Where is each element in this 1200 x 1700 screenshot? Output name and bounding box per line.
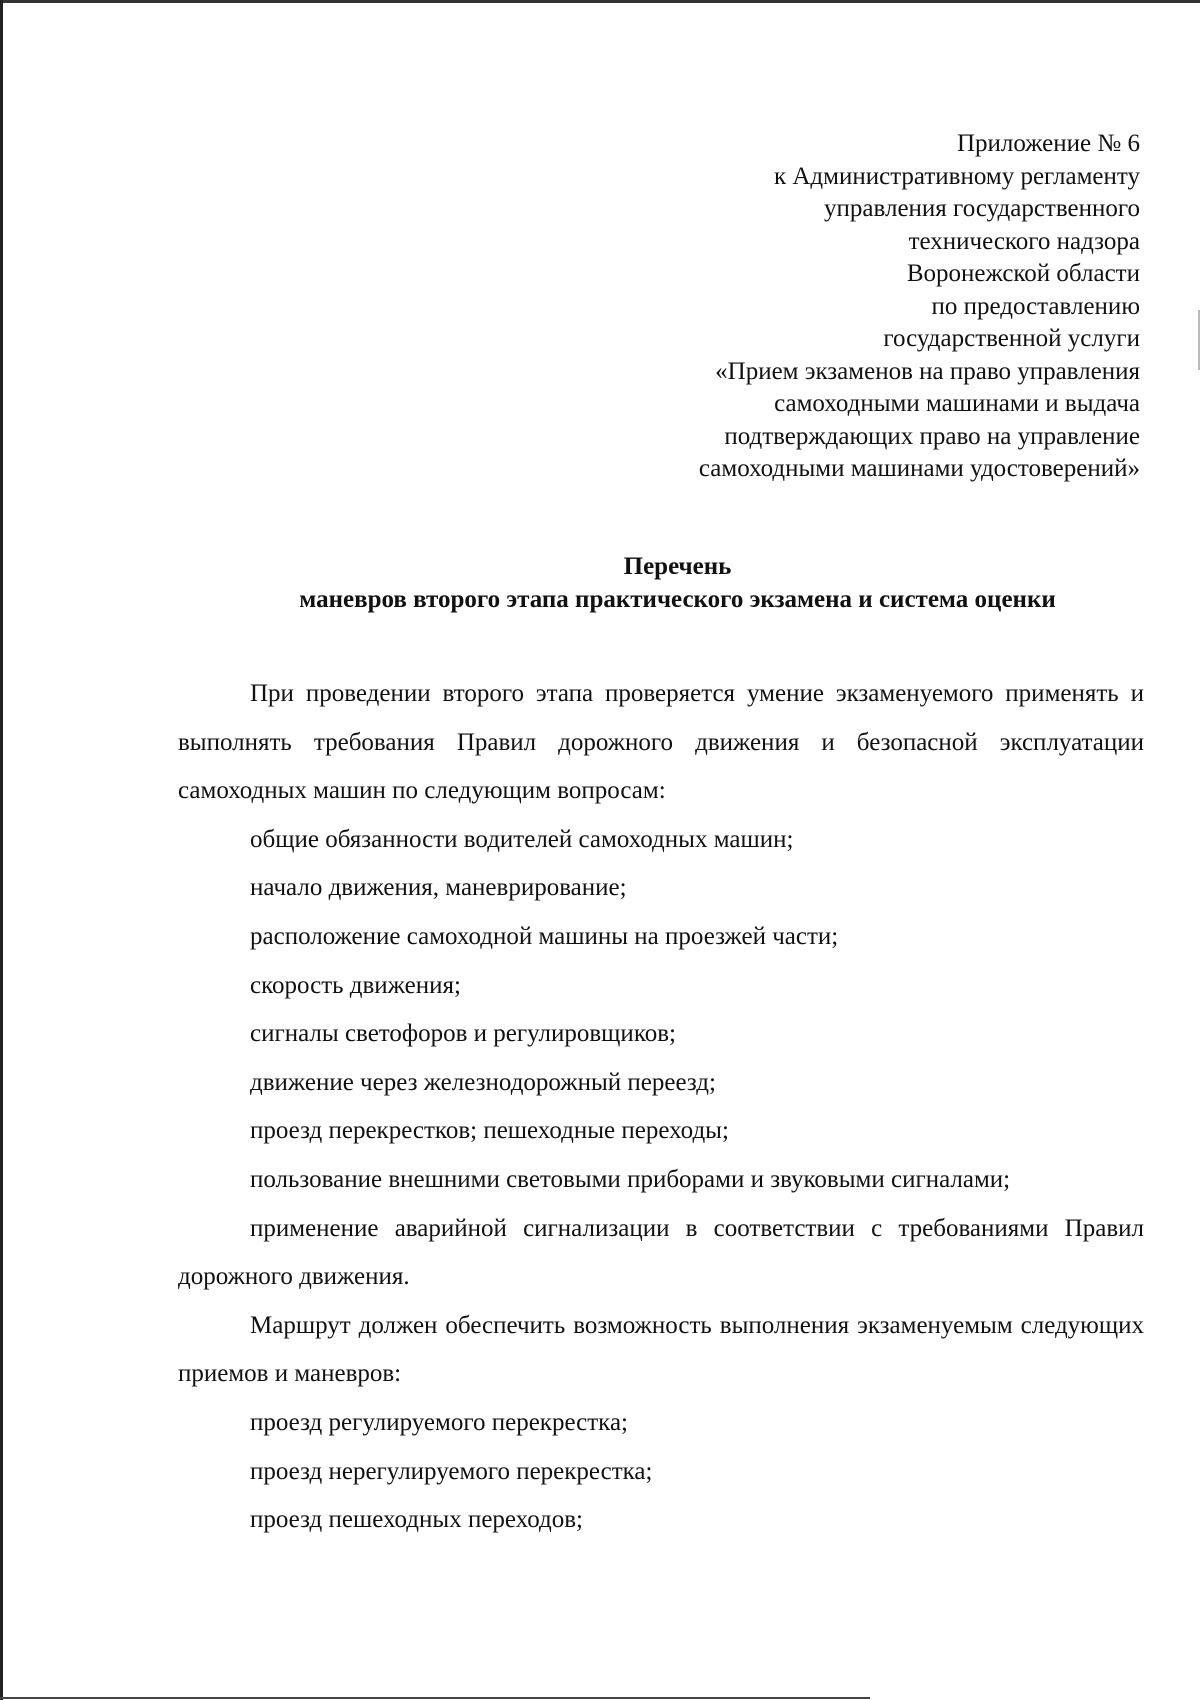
appendix-line: Приложение № 6	[956, 130, 1140, 157]
question-item: скорость движения;	[250, 971, 461, 999]
title-line-2: маневров второго этапа практического экзамена и система оценки	[299, 586, 1056, 613]
intro-paragraph: При проведении второго этапа проверяется умение экзаменуемого применять и выполнять требования Правил дорожного движения и безопасной эксплуатации самоходных машин по следующим вопросам:	[178, 680, 1144, 805]
appendix-line: «Прием экзаменов на право управления	[715, 357, 1140, 385]
appendix-line: по предоставлению	[931, 292, 1140, 320]
appendix-line: подтверждающих право на управление	[724, 422, 1140, 450]
question-item: движение через железнодорожный переезд;	[250, 1068, 716, 1096]
appendix-line: технического надзора	[908, 227, 1140, 255]
appendix-header	[580, 128, 1140, 486]
question-item: общие обязанности водителей самоходных машин;	[250, 825, 794, 853]
scan-edge-bottom	[0, 1697, 870, 1699]
scan-edge-top	[0, 0, 1200, 3]
scan-edge-left	[0, 0, 3, 1700]
appendix-line: Воронежской области	[906, 260, 1140, 287]
question-item: расположение самоходной машины на проезжей части;	[250, 922, 839, 950]
appendix-line: государственной услуги	[883, 325, 1140, 352]
appendix-line: к Административному регламенту	[773, 162, 1140, 190]
question-item: проезд перекрестков; пешеходные переходы;	[250, 1117, 729, 1145]
title-line-1: Перечень	[623, 553, 732, 580]
maneuver-item: проезд нерегулируемого перекрестка;	[250, 1457, 653, 1485]
maneuver-item: проезд пешеходных переходов;	[250, 1506, 583, 1534]
route-paragraph: Маршрут должен обеспечить возможность выполнения экзаменуемым следующих приемов и маневров:	[178, 1311, 1144, 1388]
emergency-paragraph: применение аварийной сигнализации в соответствии с требованиями Правил дорожного движения.	[178, 1214, 1144, 1291]
question-item: начало движения, маневрирование;	[250, 874, 627, 902]
question-item: сигналы светофоров и регулировщиков;	[250, 1020, 676, 1048]
maneuver-item: проезд регулируемого перекрестка;	[250, 1408, 628, 1436]
appendix-line: самоходными машинами и выдача	[774, 390, 1140, 417]
document-title	[0, 550, 1200, 616]
appendix-line: самоходными машинами удостоверений»	[698, 455, 1140, 482]
appendix-line: управления государственного	[824, 195, 1140, 222]
question-item: пользование внешними световыми приборами и звуковыми сигналами;	[250, 1165, 1011, 1193]
document-body	[178, 670, 1144, 1545]
